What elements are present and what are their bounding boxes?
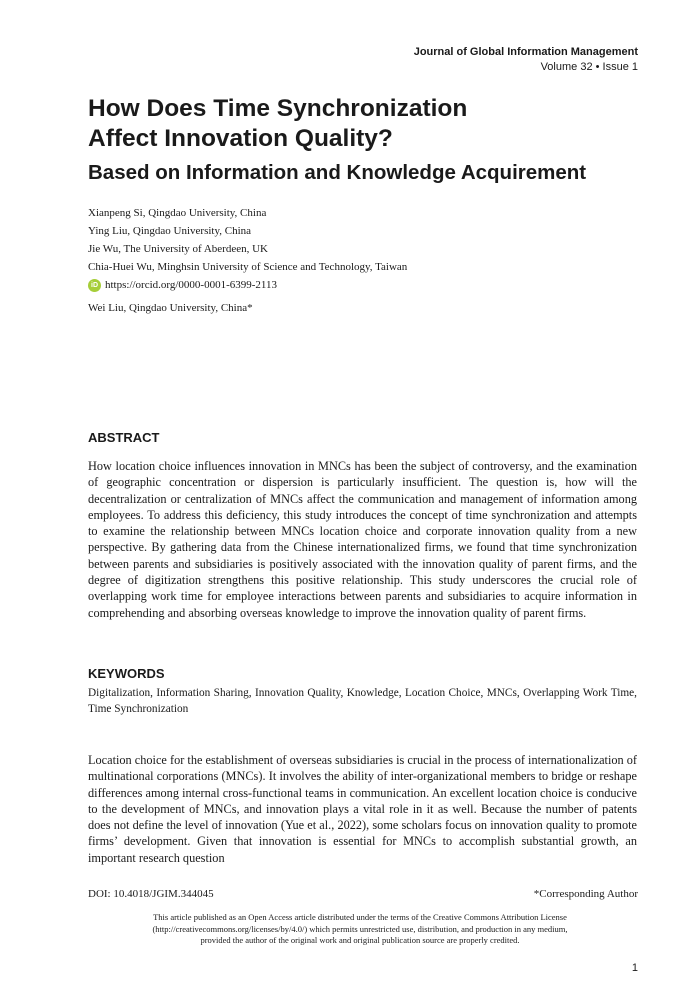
keywords-text: Digitalization, Information Sharing, Innovation Quality, Knowledge, Location Choice, MNCs, Overlapping Work Time, Time Synchronization <box>88 687 637 715</box>
license-line: provided the author of the original work and original publication source are properly credited. <box>200 935 520 945</box>
license-line: This article published as an Open Access article distributed under the terms of the Creative Commons Attribution License <box>153 912 567 922</box>
journal-header <box>414 45 638 75</box>
abstract-text: How location choice influences innovation in MNCs has been the subject of controversy, and the examination of geographic concentration or dispersion is particularly insufficient. The question is, how will the decentralization or centralization of MNCs affect the communication and management of information among employees. To address this deficiency, this study introduces the concept of time synchronization and attempts to examine the relationship between MNCs location choice and corporate innovation quality from a new perspective. By gathering data from the Chinese internationalized firms, we found that time synchronization between parents and subsidiaries is positively associated with the innovation quality of parent firms, and the degree of digitization strengthens this positive relationship. This study underscores the crucial role of overlapping work time for employee interactions between parents and subsidiaries to acquire information in comprehending and absorbing overseas knowledge to improve the innovation quality of parent firms. <box>88 459 637 620</box>
article-subtitle: Based on Information and Knowledge Acquirement <box>88 161 587 184</box>
corresponding-author-line: Wei Liu, Qingdao University, China* <box>88 302 253 314</box>
doi-link[interactable]: DOI: 10.4018/JGIM.344045 <box>88 888 214 900</box>
orcid-link[interactable]: https://orcid.org/0000-0001-6399-2113 <box>105 279 278 291</box>
author-line: Chia-Huei Wu, Minghsin University of Science and Technology, Taiwan <box>88 261 408 273</box>
abstract-heading: ABSTRACT <box>88 430 160 445</box>
author-list <box>88 204 648 317</box>
intro-paragraph: Location choice for the establishment of overseas subsidiaries is crucial in the process of internationalization of multinational corporations (MNCs). It involves the ability of inter-organizational members to bridge or reshape differences among internal cross-functional teams in communication. An excellent location choice is conducive to the development of MNCs, and innovation plays a vital role in it as well. Because the number of patents does not define the level of innovation (Yue et al., 2022), some scholars focus on innovation quality to promote firms’ development. Given that innovation is essential for MNCs to accomplish substantial growth, an important research question <box>88 753 637 865</box>
orcid-row <box>88 276 648 295</box>
journal-name: Journal of Global Information Management <box>413 46 638 58</box>
author-line: Ying Liu, Qingdao University, China <box>88 225 252 237</box>
license-url-line: (http://creativecommons.org/licenses/by/4.0/) which permits unrestricted use, distribution, and production in any medium, <box>152 923 568 934</box>
author-line: Jie Wu, The University of Aberdeen, UK <box>88 243 269 255</box>
volume-issue: Volume 32 • Issue 1 <box>540 61 638 73</box>
orcid-icon[interactable]: iD <box>88 279 101 292</box>
page-number: 1 <box>631 962 638 974</box>
keywords-heading: KEYWORDS <box>88 666 165 681</box>
corresponding-author-note: *Corresponding Author <box>533 888 638 900</box>
article-title <box>88 94 648 154</box>
title-line-1: How Does Time Synchronization <box>88 95 468 122</box>
author-line: Xianpeng Si, Qingdao University, China <box>88 207 267 219</box>
title-line-2: Affect Innovation Quality? <box>88 125 393 152</box>
license-notice <box>110 912 610 947</box>
